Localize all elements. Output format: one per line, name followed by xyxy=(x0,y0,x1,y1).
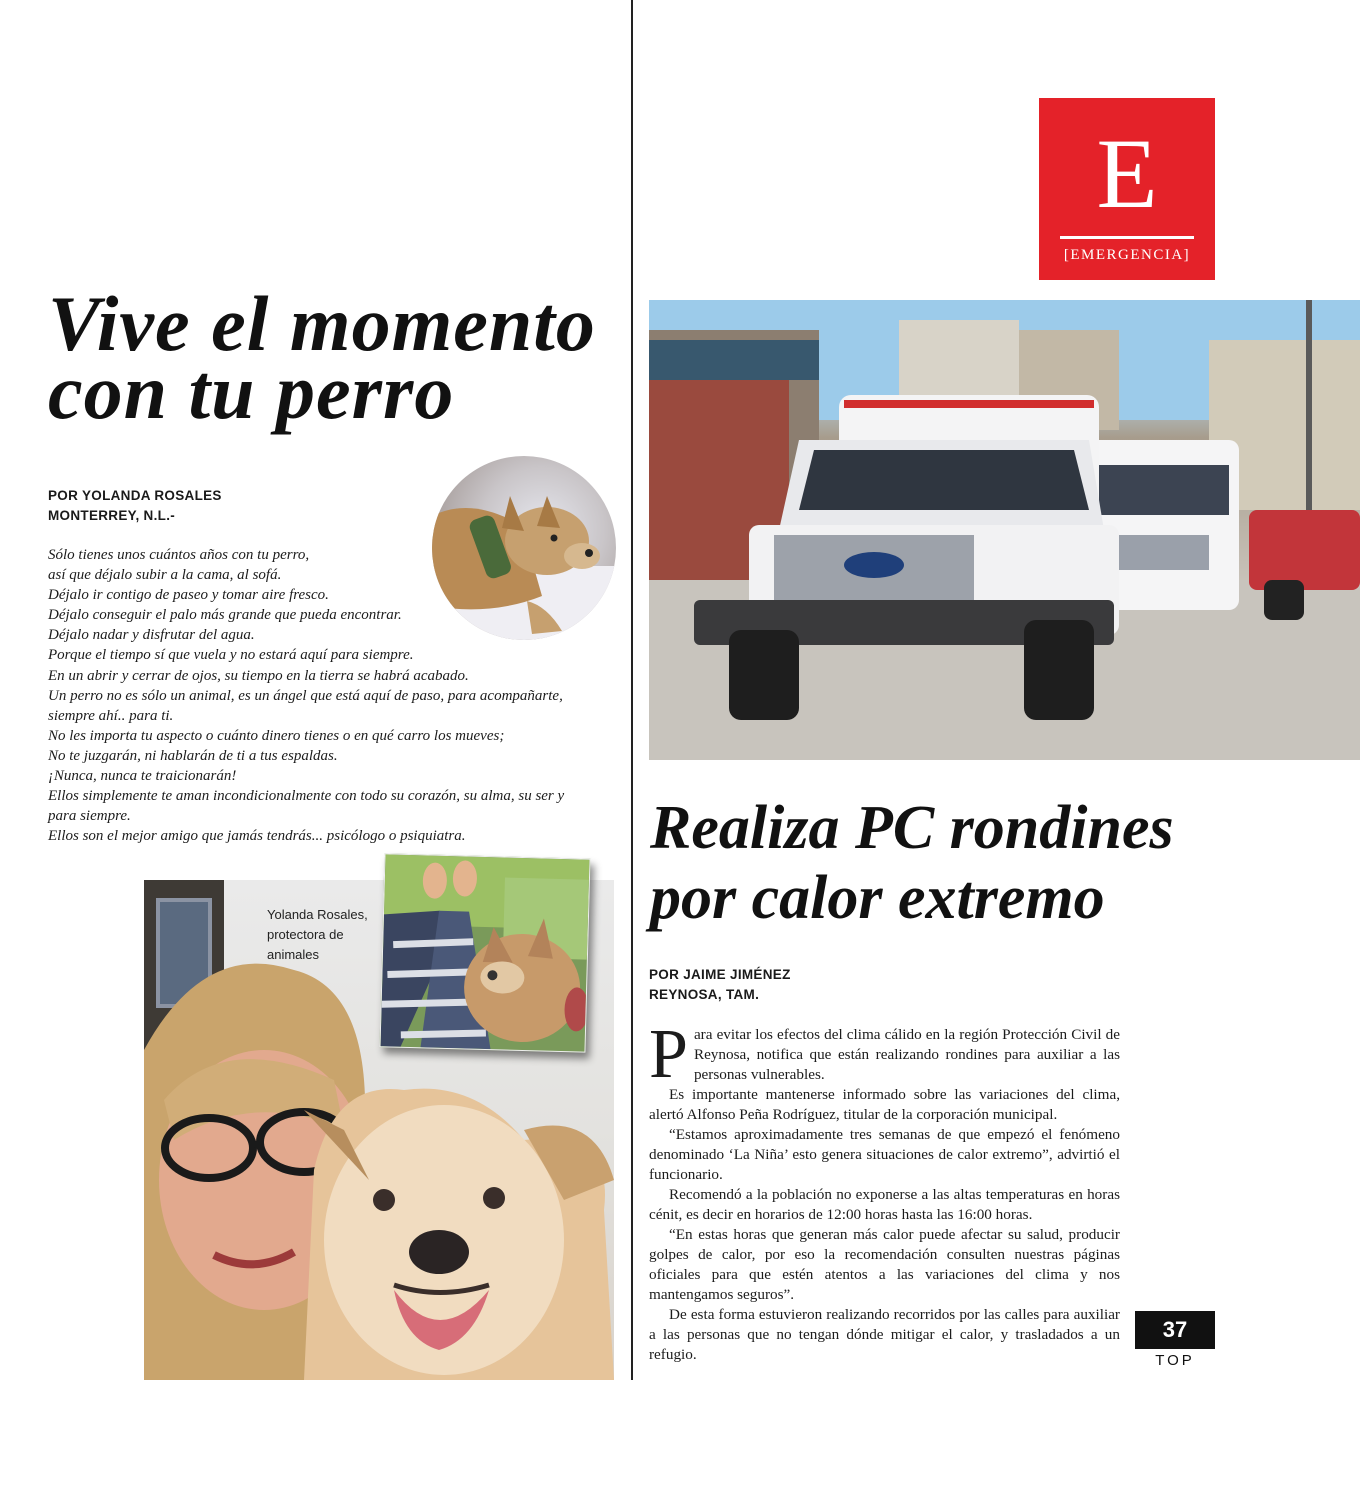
first-paragraph-text: ara evitar los efectos del clima cálido en la región Protección Civil de Reynosa, notifica que están realizando rondines para auxiliar a las personas vulnerables. xyxy=(693,1026,1120,1083)
left-article-title xyxy=(48,280,628,435)
caption-line: protectora de xyxy=(267,927,344,942)
article-paragraph: Recomendó a la población no exponerse a las altas temperaturas en horas cénit, es decir en horarios de 12:00 horas hasta las 16:00 horas. xyxy=(649,1186,1120,1223)
right-byline-author: POR JAIME JIMÉNEZ xyxy=(649,967,791,982)
poem-line: Déjalo nadar y disfrutar del agua. xyxy=(48,627,255,644)
poem-line: Ellos simplemente te aman incondicionalmente con todo su corazón, su alma, su ser y xyxy=(48,788,565,805)
section-label: [EMERGENCIA] xyxy=(1063,247,1191,263)
column-divider xyxy=(631,0,633,1380)
poem-line: Déjalo conseguir el palo más grande que pueda encontrar. xyxy=(48,607,402,624)
poem-line: Sólo tienes unos cuántos años con tu perro, xyxy=(48,547,310,563)
article-paragraph xyxy=(649,1016,1120,1093)
poem-line: para siempre. xyxy=(48,808,131,825)
caption-line: animales xyxy=(267,947,320,962)
left-title-line-1: Vive el momento xyxy=(48,280,596,367)
poem-line: Un perro no es sólo un animal, es un ángel que está aquí de paso, para acompañarte, xyxy=(48,687,563,704)
ambulance-street-photo xyxy=(649,300,1360,760)
poem-line: Porque el tiempo sí que vuela y no estará aquí para siempre. xyxy=(48,647,414,664)
poem-line: Ellos son el mejor amigo que jamás tendrás... psicólogo o psiquiatra. xyxy=(48,828,466,845)
article-paragraph: Es importante mantenerse informado sobre las variaciones del clima, alertó Alfonso Peña Rodríguez, titular de la corporación municipal. xyxy=(649,1086,1120,1123)
poem-line: siempre ahí.. para ti. xyxy=(48,707,174,724)
dog-on-legs-inset-photo xyxy=(379,853,590,1052)
section-letter: E xyxy=(1096,118,1158,229)
left-title-line-2: con tu perro xyxy=(48,348,455,435)
right-title-line-2: por calor extremo xyxy=(650,864,1105,932)
poem-line: ¡Nunca, nunca te traicionarán! xyxy=(48,768,237,785)
article-paragraph: “Estamos aproximadamente tres semanas de que empezó el fenómeno denominado ‘La Niña’ esto genera situaciones de calor extremo”, advirtió el funcionario. xyxy=(649,1126,1120,1183)
poem-text xyxy=(48,545,608,846)
poem-line: Déjalo ir contigo de paseo y tomar aire fresco. xyxy=(48,587,329,604)
right-title-line-1: Realiza PC rondines xyxy=(650,794,1174,862)
right-article-byline xyxy=(649,965,791,1005)
section-badge-emergencia xyxy=(1039,98,1215,280)
poem-line: No te juzgarán, ni hablarán de ti a tus espaldas. xyxy=(48,747,338,764)
left-byline-location: MONTERREY, N.L.- xyxy=(48,508,176,523)
right-article-body xyxy=(649,1016,1120,1365)
poem-line: así que déjalo subir a la cama, al sofá. xyxy=(48,567,282,584)
article-paragraph: “En estas horas que generan más calor puede afectar su salud, producir golpes de calor, por eso la recomendación consulten nuestras páginas oficiales para que estén atentos a las variaciones del clima y nos mantengamos seguros”. xyxy=(649,1226,1120,1303)
left-byline-author: POR YOLANDA ROSALES xyxy=(48,488,222,503)
page-number: 37 xyxy=(1135,1311,1215,1349)
dropcap-letter: P xyxy=(649,1016,688,1093)
caption-line: Yolanda Rosales, xyxy=(267,907,368,922)
poem-line: No les importa tu aspecto o cuánto dinero tienes o en qué carro los mueves; xyxy=(48,727,505,744)
right-article-title xyxy=(650,793,1270,933)
right-byline-location: REYNOSA, TAM. xyxy=(649,987,760,1002)
publication-name: TOP xyxy=(1155,1352,1195,1369)
article-paragraph: De esta forma estuvieron realizando recorridos por las calles para auxiliar a las personas que no tengan dónde mitigar el calor, y trasladados a un refugio. xyxy=(649,1306,1120,1363)
dog-on-legs-illustration xyxy=(381,854,590,1051)
left-article-byline xyxy=(48,486,222,526)
ambulances-on-street-illustration xyxy=(649,300,1360,760)
selfie-photo-caption xyxy=(267,905,377,965)
poem-line: En un abrir y cerrar de ojos, su tiempo en la tierra se habrá acabado. xyxy=(48,667,469,684)
section-rule xyxy=(1060,236,1194,239)
